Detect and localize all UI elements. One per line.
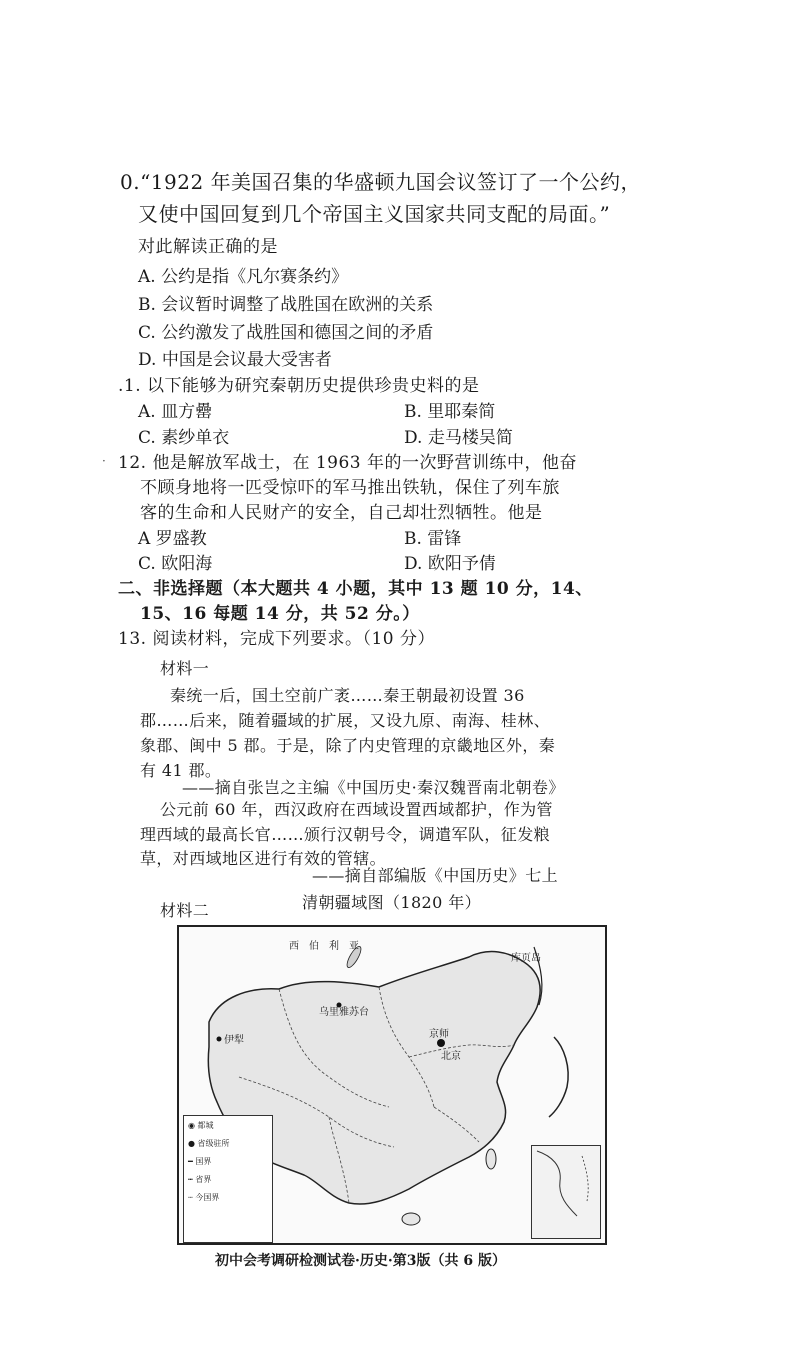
map-label-beijing: 北京 [441, 1051, 461, 1062]
q13-stem: 13. 阅读材料，完成下列要求。（10 分） [118, 629, 435, 649]
q12-option-d: D. 欧阳予倩 [404, 554, 496, 574]
legend-seat: 省级驻所 [197, 1139, 230, 1148]
qing-territory-map [177, 925, 607, 1245]
q12-stem-line3: 客的生命和人民财产的安全，自己却壮烈牺牲。他是 [140, 503, 543, 523]
legend-capital-icon: ◉ [188, 1121, 195, 1130]
map-title: 清朝疆域图（1820 年） [302, 893, 482, 912]
q12-stem-line1: 12. 他是解放军战士，在 1963 年的一次野营训练中，他奋 [118, 453, 578, 473]
q11-option-b: B. 里耶秦简 [404, 402, 496, 422]
q11-option-d: D. 走马楼吴简 [404, 428, 513, 448]
legend-capital: 都城 [197, 1121, 214, 1130]
map-label-siberia: 西 伯 利 亚 [289, 941, 359, 952]
legend-border1: 国界 [195, 1157, 212, 1166]
legend-border3: 今国界 [195, 1193, 220, 1202]
q11-option-c: C. 素纱单衣 [138, 428, 230, 448]
q12-option-a: A 罗盛教 [138, 529, 207, 549]
material1b-line2: 理西域的最高长官……颁行汉朝号令，调遣军队，征发粮 [140, 825, 551, 844]
section2-heading-line2: 15、16 每题 14 分，共 52 分。） [140, 604, 420, 624]
map-label-yili: 伊犁 [224, 1035, 244, 1046]
material1-line1: 秦统一后，国土空前广袤……秦王朝最初设置 36 [170, 686, 525, 705]
map-legend [183, 1115, 273, 1243]
material1b-line3: 草，对西域地区进行有效的管辖。 [140, 849, 387, 868]
q10-stem-line2: 又使中国回复到几个帝国主义国家共同支配的局面。” [138, 202, 611, 226]
legend-border2: 省界 [195, 1175, 212, 1184]
legend-border1-icon: ━ [188, 1157, 193, 1166]
south-china-sea-inset [531, 1145, 601, 1239]
q11-stem: .1. 以下能够为研究秦朝历史提供珍贵史料的是 [118, 376, 480, 396]
q11-option-a: A. 皿方罍 [138, 402, 213, 422]
material1b-source: ——摘自部编版《中国历史》七上 [312, 866, 559, 885]
map-label-jingshi: 京师 [429, 1029, 449, 1040]
material1-title: 材料一 [160, 659, 210, 678]
material1-line3: 象郡、闽中 5 郡。于是，除了内史管理的京畿地区外，秦 [140, 736, 556, 755]
inset-graphic [532, 1146, 598, 1236]
material1-line2: 郡……后来，随着疆域的扩展，又设九原、南海、桂林、 [140, 711, 551, 730]
q10-option-d: D. 中国是会议最大受害者 [138, 350, 332, 370]
q10-stem-line3: 对此解读正确的是 [138, 237, 278, 257]
material1b-line1: 公元前 60 年，西汉政府在西域设置西域都护，作为管 [160, 800, 553, 819]
legend-border2-icon: ┅ [188, 1175, 193, 1184]
legend-seat-icon: ● [188, 1139, 195, 1148]
map-label-wuliyasutai: 乌里雅苏台 [319, 1007, 369, 1018]
stray-mark: · [102, 454, 106, 468]
material2-title: 材料二 [160, 901, 210, 920]
material1-line4: 有 41 郡。 [140, 761, 222, 780]
material1-source: ——摘自张岂之主编《中国历史·秦汉魏晋南北朝卷》 [182, 778, 565, 797]
q12-option-b: B. 雷锋 [404, 529, 462, 549]
legend-border3-icon: ┄ [188, 1193, 193, 1202]
section2-heading-line1: 二、非选择题（本大题共 4 小题，其中 13 题 10 分，14、 [118, 579, 593, 599]
page-footer: 初中会考调研检测试卷·历史·第3版（共 6 版） [215, 1253, 506, 1269]
q10-option-a: A. 公约是指《凡尔赛条约》 [138, 267, 349, 287]
map-label-sakhalin: 库页岛 [511, 953, 541, 964]
q12-stem-line2: 不顾身地将一匹受惊吓的军马推出铁轨，保住了列车旅 [140, 478, 560, 498]
q10-option-c: C. 公约激发了战胜国和德国之间的矛盾 [138, 323, 434, 343]
q12-option-c: C. 欧阳海 [138, 554, 213, 574]
q10-option-b: B. 会议暂时调整了战胜国在欧洲的关系 [138, 295, 434, 315]
q10-stem-line1: 0.“1922 年美国召集的华盛顿九国会议签订了一个公约， [120, 170, 642, 194]
